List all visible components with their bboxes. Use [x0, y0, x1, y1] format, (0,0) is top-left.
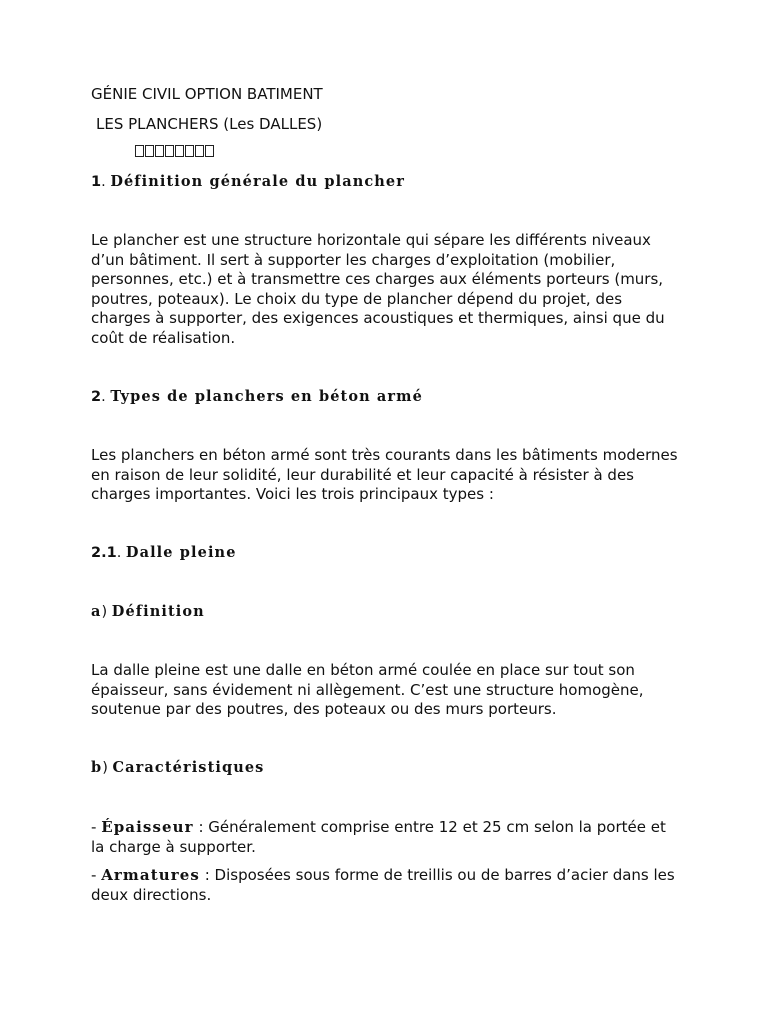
missing-glyph-box-icon [135, 145, 144, 157]
missing-glyph-box-icon [155, 145, 164, 157]
list-dash: - [91, 818, 102, 836]
section-number: 2.1 [91, 545, 117, 561]
list-item [91, 866, 683, 905]
subsection-letter: b [91, 759, 103, 776]
subsection-heading-a: a) Définition [91, 603, 205, 620]
section-title: Définition générale du plancher [110, 173, 405, 190]
paragraph-definition: Le plancher est une structure horizontale qui sépare les différents niveaux d’un bâtiment. Il sert à supporter les charges d’exploitation (mobilier, personnes, etc.) et à transmettre ces charges aux éléments porteurs (murs, poutres, poteaux). Le choix du type de plancher dépend du projet, des charges à supporter, des exigences acoustiques et thermiques, ainsi que du coût de réalisation. [91, 231, 665, 347]
section-title: Dalle pleine [125, 544, 237, 561]
unrendered-glyphs [135, 145, 214, 157]
list-item [91, 818, 683, 857]
subsection-title: Définition [111, 603, 205, 620]
list-dash: - [91, 866, 102, 884]
section-number: 1 [91, 174, 102, 190]
paragraph-types: Les planchers en béton armé sont très courants dans les bâtiments modernes en raison de leur solidité, leur durabilité et leur capacité à résister à des charges importantes. Voici les trois principaux types : [91, 446, 678, 504]
list-term: Épaisseur [101, 818, 194, 836]
document-subtitle: LES PLANCHERS (Les DALLES) [96, 115, 323, 133]
subsection-letter: a [91, 603, 102, 620]
paragraph-dalle-pleine: La dalle pleine est une dalle en béton armé coulée en place sur tout son épaisseur, sans évidement ni allègement. C’est une structure homogène, soutenue par des poutres, des poteaux ou des murs porteurs. [91, 661, 644, 719]
missing-glyph-box-icon [195, 145, 204, 157]
missing-glyph-box-icon [185, 145, 194, 157]
list-text: : Généralement comprise entre 12 et 25 cm selon la portée et la charge à supporter. [91, 818, 666, 856]
section-heading-1: 1. Définition générale du plancher [91, 173, 405, 190]
list-term: Armatures [101, 866, 200, 884]
missing-glyph-box-icon [205, 145, 214, 157]
missing-glyph-box-icon [175, 145, 184, 157]
subsection-title: Caractéristiques [112, 759, 265, 776]
subsection-heading-b: b) Caractéristiques [91, 759, 265, 776]
missing-glyph-box-icon [165, 145, 174, 157]
section-heading-2: 2. Types de planchers en béton armé [91, 388, 423, 405]
section-number: 2 [91, 389, 102, 405]
list-text: : Disposées sous forme de treillis ou de barres d’acier dans les deux directions. [91, 866, 675, 904]
document-title: GÉNIE CIVIL OPTION BATIMENT [91, 85, 323, 103]
section-heading-2-1: 2.1. Dalle pleine [91, 544, 237, 561]
section-title: Types de planchers en béton armé [110, 388, 423, 405]
missing-glyph-box-icon [145, 145, 154, 157]
